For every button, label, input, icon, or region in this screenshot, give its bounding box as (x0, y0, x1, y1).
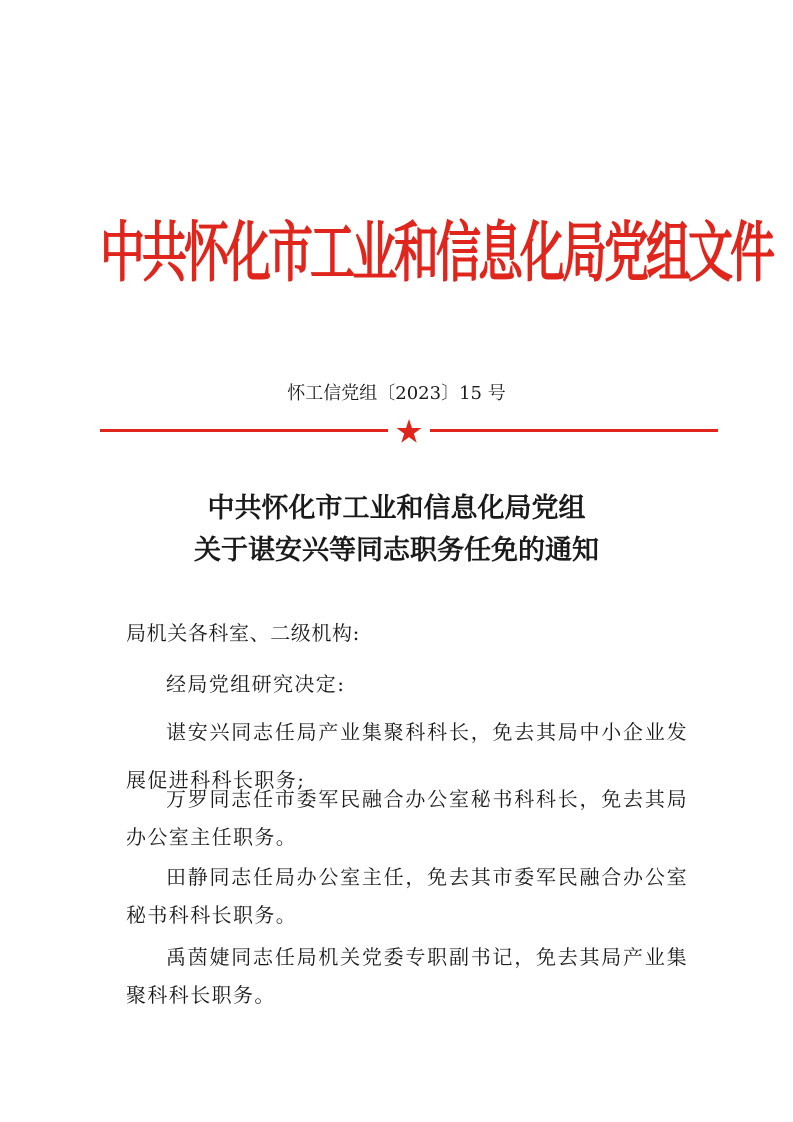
paragraph-text: 经局党组研究决定: (166, 672, 346, 696)
divider-line-left (100, 429, 388, 432)
paragraph-decision-intro (126, 660, 688, 708)
paragraph-appointment-4 (126, 938, 688, 1014)
paragraph-text: 禹茵婕同志任局机关党委专职副书记，免去其局产业集聚科科长职务。 (126, 945, 688, 1007)
paragraph-appointment-3 (126, 858, 688, 934)
masthead-title: 中共怀化市工业和信息化局党组文件 (100, 213, 773, 291)
document-number: 怀工信党组〔2023〕15 号 (287, 383, 506, 404)
notice-title-line-1: 中共怀化市工业和信息化局党组 (207, 493, 586, 524)
paragraph-text: 田静同志任局办公室主任，免去其市委军民融合办公室秘书科科长职务。 (126, 865, 688, 927)
paragraph-text: 谌安兴同志任局产业集聚科科长，免去其局中小企业发展促进科科长职务; (126, 720, 688, 792)
salutation-text: 局机关各科室、二级机构: (126, 621, 360, 645)
star-icon (396, 418, 422, 444)
notice-title-line-2: 关于谌安兴等同志职务任免的通知 (194, 535, 599, 566)
paragraph-text: 万罗同志任市委军民融合办公室秘书科科长，免去其局办公室主任职务。 (126, 787, 688, 849)
divider-line-right (430, 429, 718, 432)
salutation (126, 618, 686, 648)
paragraph-appointment-2 (126, 780, 688, 856)
red-divider (100, 420, 718, 442)
